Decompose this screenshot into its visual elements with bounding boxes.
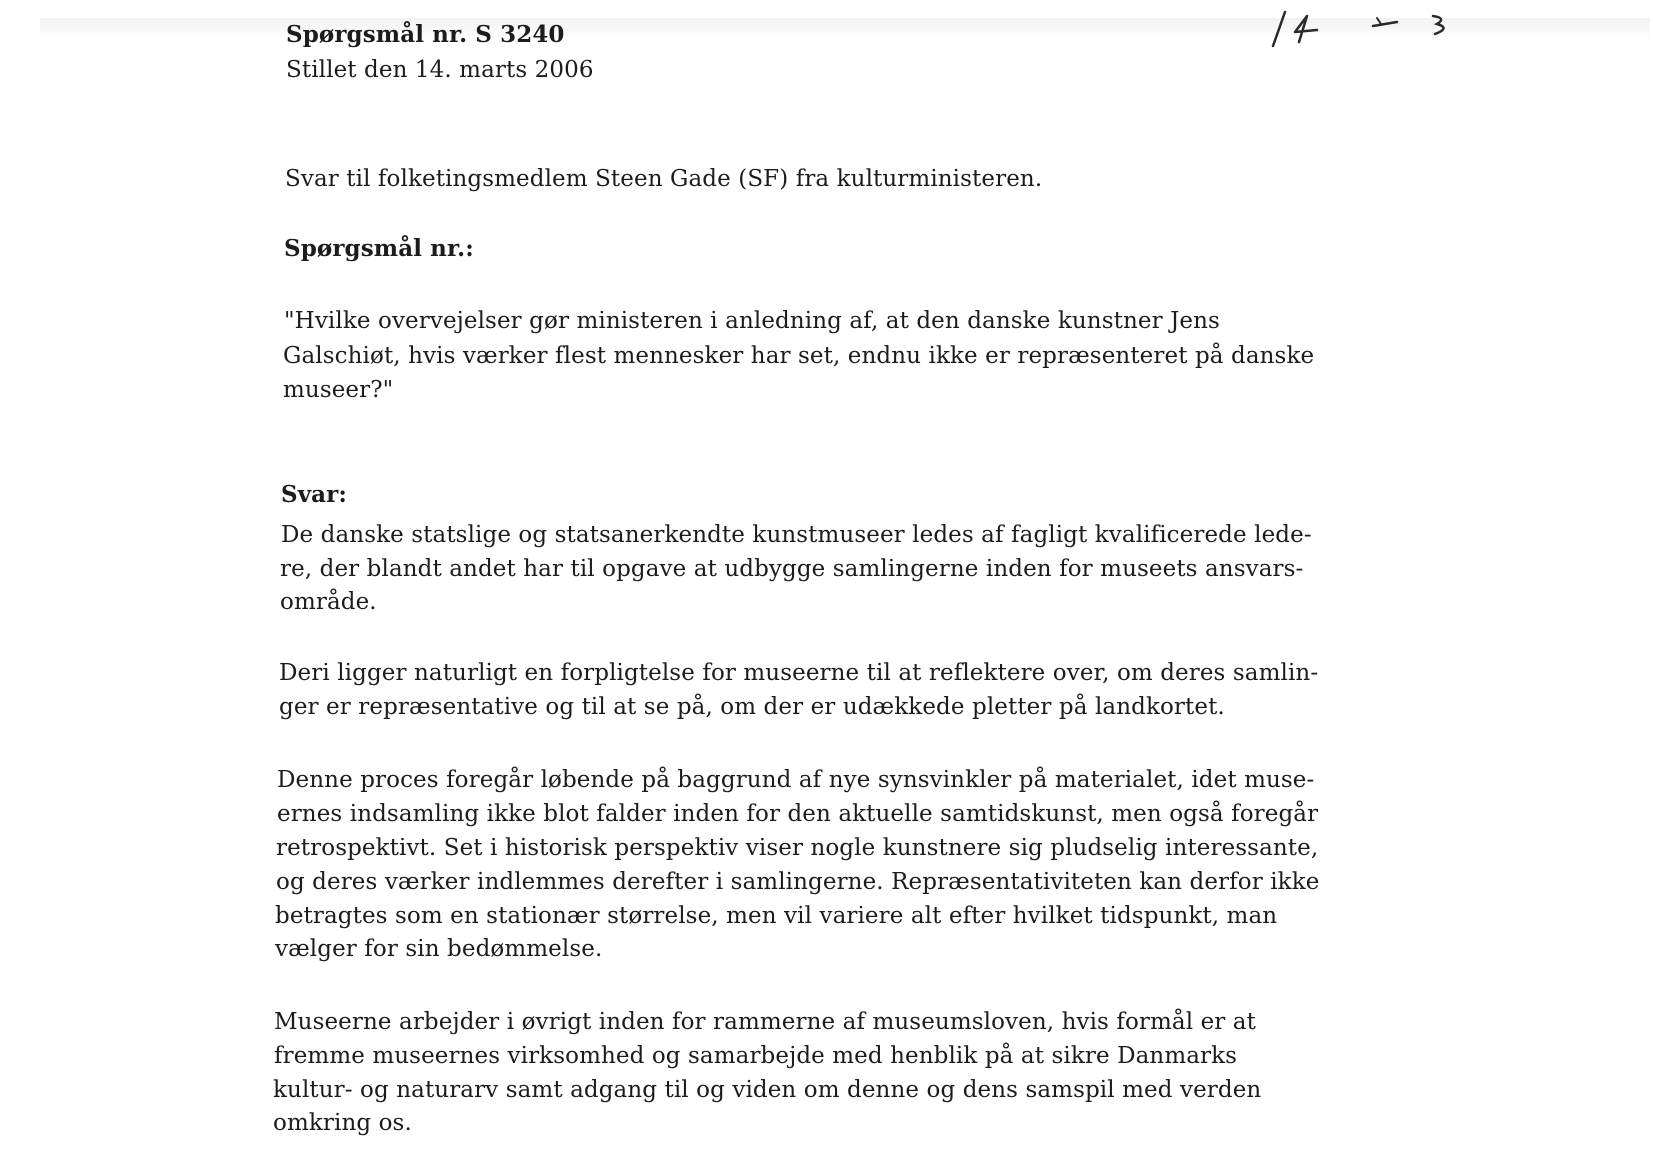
question-number: Spørgsmål nr. S 3240 xyxy=(286,21,565,48)
question-text-line: museer?" xyxy=(283,377,394,403)
intro-line: Svar til folketingsmedlem Steen Gade (SF) fra kulturministeren. xyxy=(285,166,1043,192)
answer-text-line: De danske statslige og statsanerkendte kunstmuseer ledes af fagligt kvalificerede lede- xyxy=(281,522,1312,548)
question-text-line: "Hvilke overvejelser gør ministeren i anledning af, at den danske kunstner Jens xyxy=(284,308,1220,334)
question-heading: Spørgsmål nr.: xyxy=(284,235,474,262)
answer-text-line: omkring os. xyxy=(273,1110,412,1136)
answer-text-line: retrospektivt. Set i historisk perspektiv viser nogle kunstnere sig pludselig interessante, xyxy=(276,835,1319,861)
answer-text-line: ger er repræsentative og til at se på, om der er udækkede pletter på landkortet. xyxy=(279,694,1225,720)
answer-text-line: Deri ligger naturligt en forpligtelse for museerne til at reflektere over, om deres samlin- xyxy=(279,660,1319,686)
question-text-line: Galschiøt, hvis værker flest mennesker har set, endnu ikke er repræsenteret på danske xyxy=(283,343,1315,369)
answer-text-line: vælger for sin bedømmelse. xyxy=(275,936,603,962)
answer-text-line: re, der blandt andet har til opgave at udbygge samlingerne inden for museets ansvars- xyxy=(280,556,1304,582)
answer-text-line: ernes indsamling ikke blot falder inden for den aktuelle samtidskunst, men også foregår xyxy=(277,801,1319,827)
answer-text-line: kultur- og naturarv samt adgang til og viden om denne og dens samspil med verden xyxy=(273,1077,1262,1103)
answer-heading: Svar: xyxy=(281,481,347,508)
answer-text-line: og deres værker indlemmes derefter i samlingerne. Repræsentativiteten kan derfor ikke xyxy=(276,869,1320,895)
asked-date: Stillet den 14. marts 2006 xyxy=(286,57,594,83)
answer-text-line: fremme museernes virksomhed og samarbejde med henblik på at sikre Danmarks xyxy=(274,1043,1238,1069)
answer-text-line: betragtes som en stationær størrelse, men vil variere alt efter hvilket tidspunkt, man xyxy=(275,903,1278,929)
answer-text-line: område. xyxy=(280,589,377,615)
answer-text-line: Denne proces foregår løbende på baggrund af nye synsvinkler på materialet, idet muse- xyxy=(277,767,1315,793)
answer-text-line: Museerne arbejder i øvrigt inden for rammerne af museumsloven, hvis formål er at xyxy=(274,1009,1256,1035)
